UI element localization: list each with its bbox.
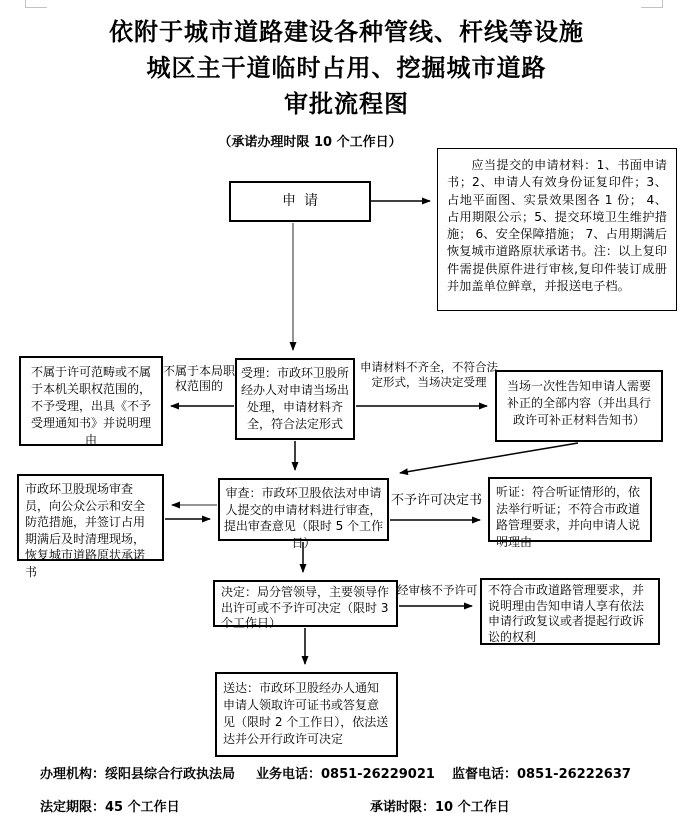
label-denied-after-review: 经审核不予许可 bbox=[397, 583, 478, 597]
page-title bbox=[0, 14, 693, 122]
accept-box: 受理：市政环卫股所经办人对申请当场出处理，申请材料齐全，符合法定形式 bbox=[235, 358, 355, 440]
site-review-box: 市政环卫股现场审查员，向公众公示和安全防范措施，并签订占用期满后及时清理现场，恢复城市道路原状承诺书 bbox=[17, 474, 164, 561]
delivery-box: 送达：市政环卫股经办人通知申请人领取许可证书或答复意见（限时 2 个工作日），依法送达并公开行政许可决定 bbox=[215, 672, 398, 757]
label-denial-decision-doc: 不予许可决定书 bbox=[391, 493, 483, 508]
review-box: 审查：市政环卫股依法对申请人提交的申请材料进行审查，提出审查意见（限时 5 个工作日） bbox=[218, 478, 389, 541]
onsite-notify-box: 当场一次性告知申请人需要补正的全部内容（并出具行政许可补正材料告知书） bbox=[495, 370, 663, 442]
footer-supervision-phone: 监督电话：0851-26222637 bbox=[452, 767, 631, 782]
not-accept-box: 不属于许可范畴或不属于本机关职权范围的，不予受理，出具《不予受理通知书》并说明理由 bbox=[19, 356, 163, 446]
title-line-1: 依附于城市道路建设各种管线、杆线等设施 bbox=[109, 18, 584, 46]
label-materials-incomplete: 申请材料不齐全，不符合法定形式，当场决定受理 bbox=[360, 360, 498, 389]
title-line-3: 审批流程图 bbox=[284, 90, 409, 118]
title-line-2: 城区主干道临时占用、挖掘城市道路 bbox=[146, 54, 547, 82]
text-boundary-mark-right bbox=[641, 0, 663, 8]
arrow-notify-to-review bbox=[400, 443, 578, 473]
decision-box: 决定：局分管领导，主要领导作出许可或不予许可决定（限时 3 个工作日） bbox=[213, 580, 398, 627]
apply-box: 申请 bbox=[229, 181, 371, 222]
required-materials-box: 应当提交的申请材料：1、书面申请书；2、申请人有效身份证复印件；3、占地平面图、实景效果图各 1 份； 4、占用期限公示；5、提交环境卫生维护措施； 6、安全保障措施； 7、占用期满后恢复城市道路原状承诺书。注：以上复印件需提供原件进行审核,复印件装订成册并加盖单位鲜章，并报送电子档。 bbox=[437, 148, 677, 311]
footer-business-phone: 业务电话：0851-26229021 bbox=[256, 767, 435, 782]
subtitle-time-limit: （承诺办理时限 10 个工作日） bbox=[218, 135, 402, 150]
text-boundary-mark-left bbox=[25, 0, 47, 8]
hearing-box: 听证：符合听证情形的，依法举行听证；不符合市政道路管理要求，并向申请人说明理由 bbox=[488, 477, 652, 542]
denied-rights-box: 不符合市政道路管理要求，并说明理由告知申请人享有依法申请行政复议或者提起行政诉讼的权利 bbox=[480, 578, 660, 645]
footer-legal-limit: 法定期限：45 个工作日 bbox=[40, 800, 180, 815]
footer-agency: 办理机构：绥阳县综合行政执法局 bbox=[40, 767, 236, 782]
label-not-jurisdiction: 不属于本局职权范围的 bbox=[162, 364, 235, 393]
footer-promise-limit: 承诺时限：10 个工作日 bbox=[370, 800, 510, 815]
